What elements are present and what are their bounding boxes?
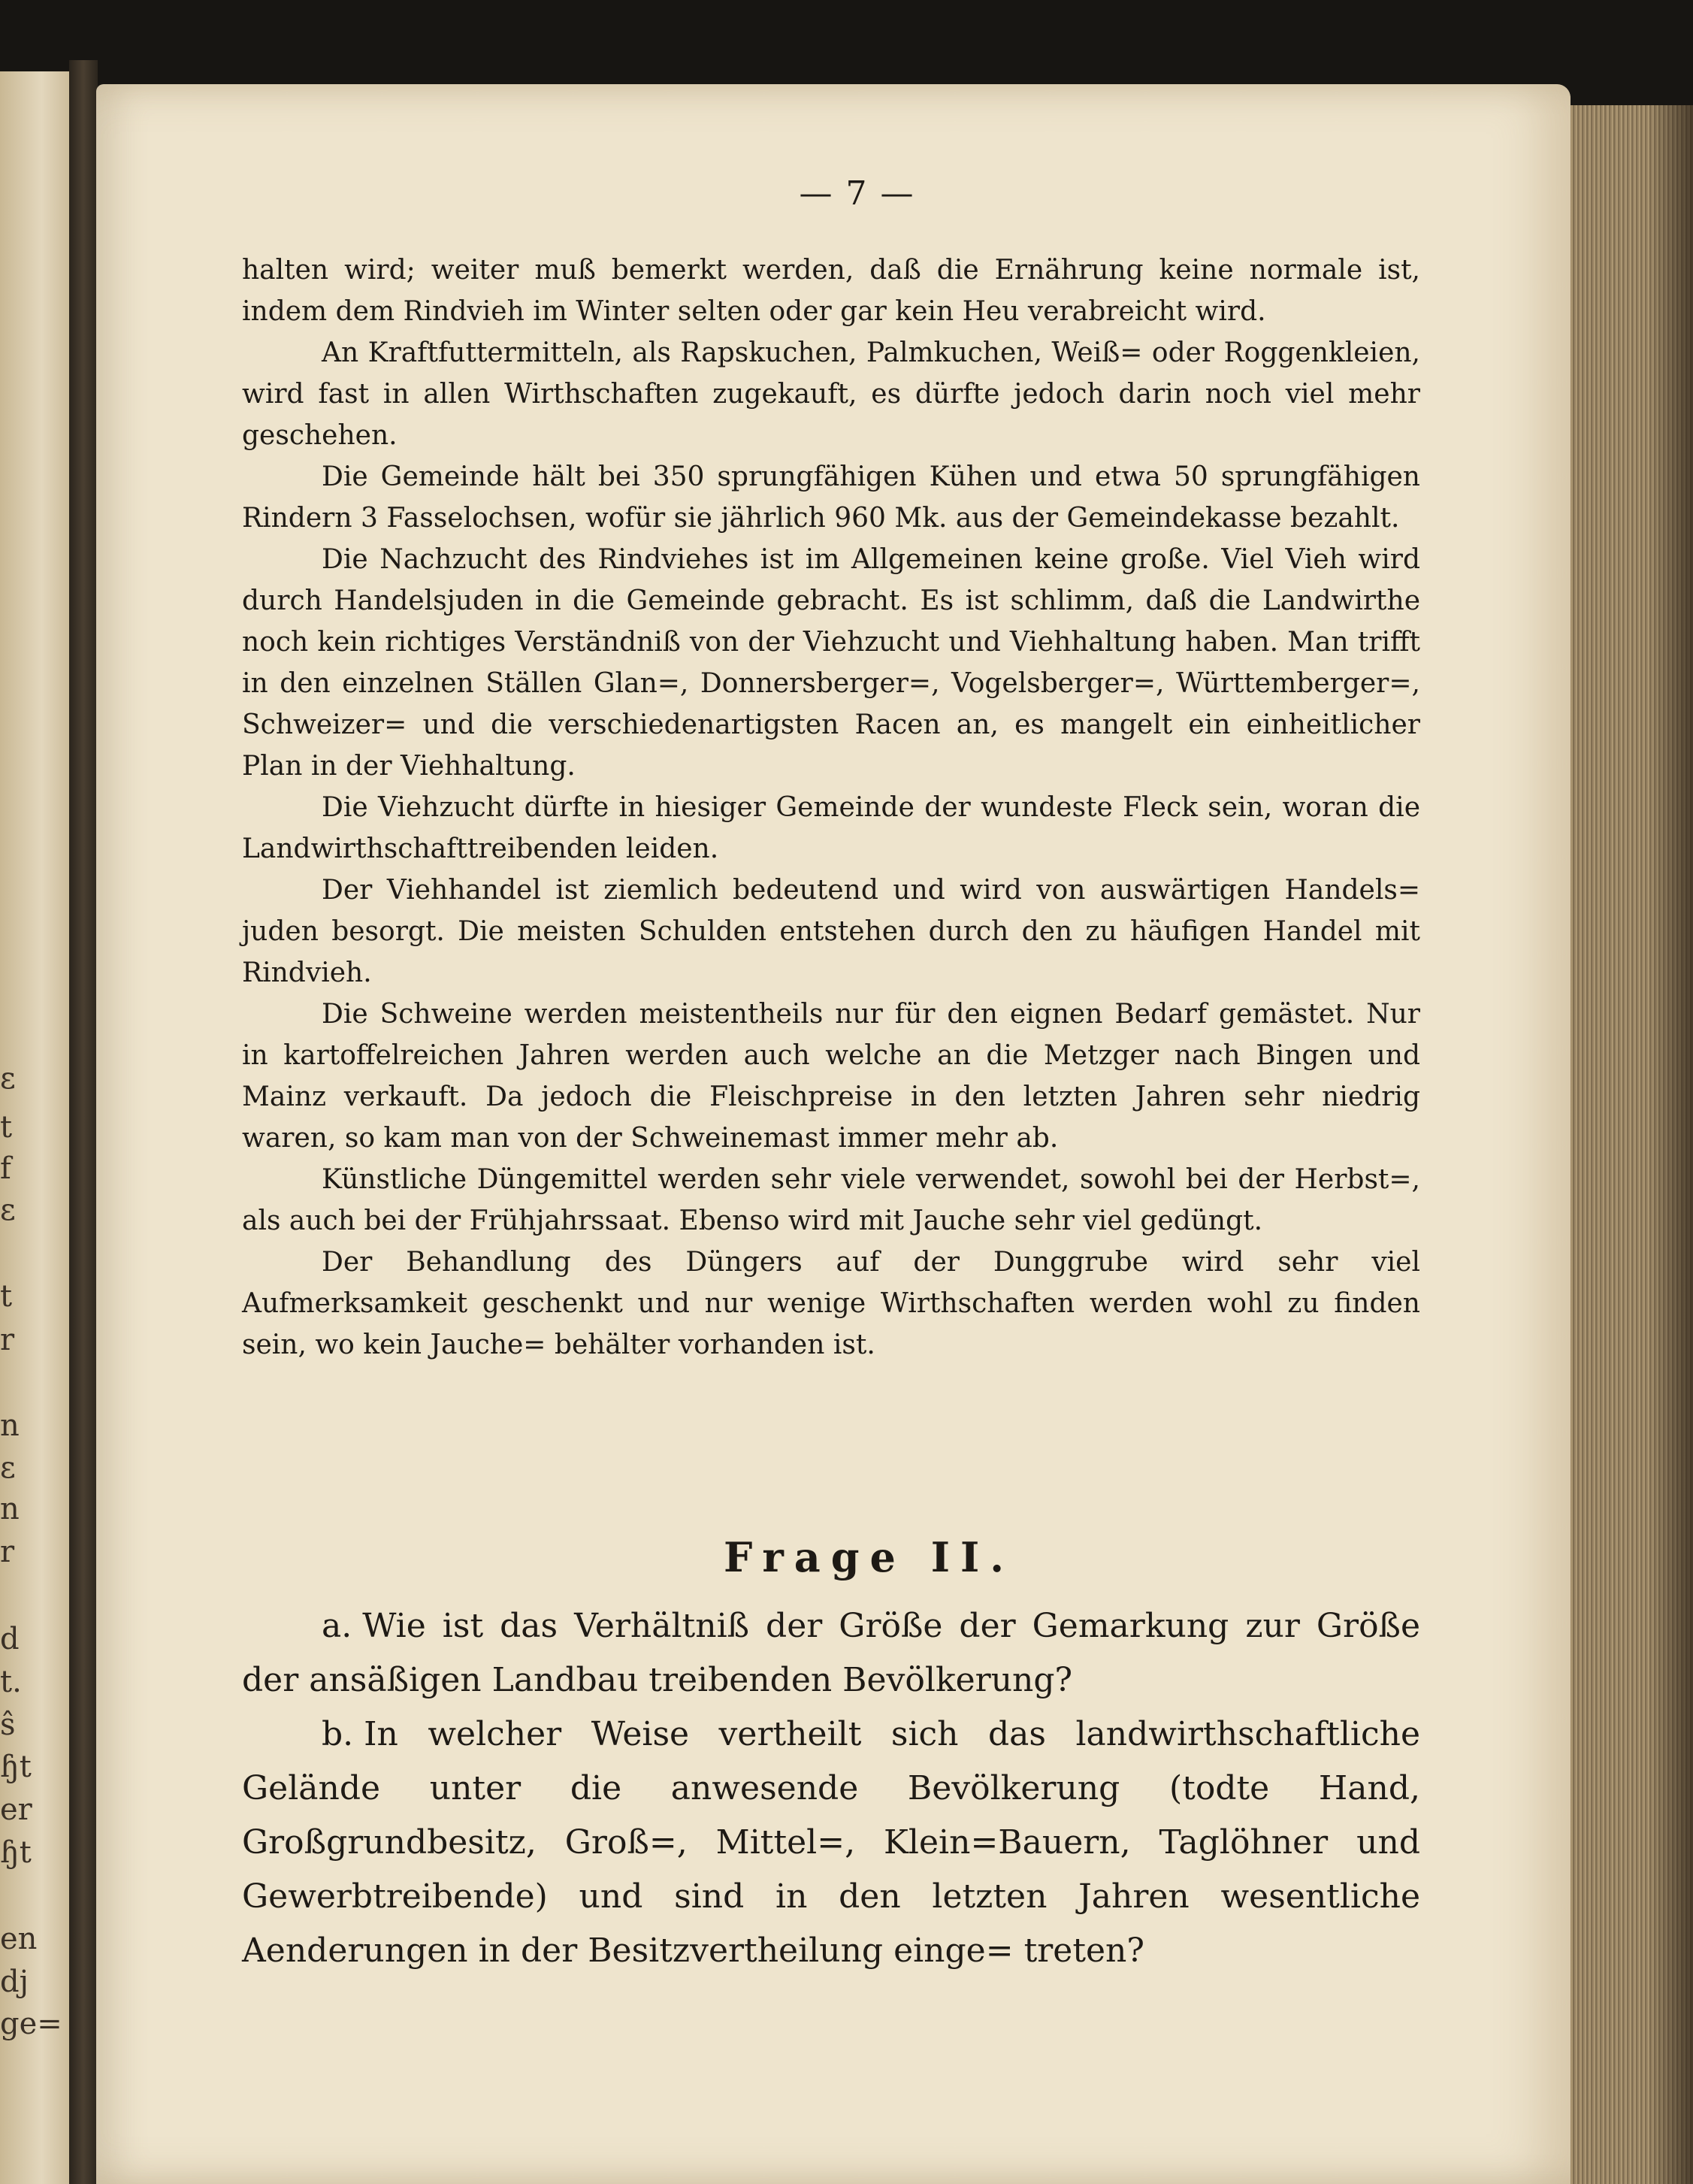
- paragraph: Die Viehzucht dürfte in hiesiger Gemeinde der wundeste Fleck sein, woran die Landwirthschafttreibenden leiden.: [242, 792, 1420, 864]
- section-heading: Frage II.: [723, 1533, 1015, 1581]
- margin-fragment: d: [0, 1622, 20, 1656]
- margin-fragment: er: [0, 1792, 32, 1827]
- paragraph: Die Schweine werden meistentheils nur für den eignen Bedarf gemästet. Nur in kartoffelreichen Jahren werden auch welche an die Metzger nach Bingen und Mainz verkauft. Da jedoch die Fleischpreise in den letzten Jahren sehr niedrig waren, so kam man von der Schweinemast immer mehr ab.: [242, 999, 1420, 1154]
- margin-fragment: r: [0, 1323, 15, 1357]
- book-gutter: [69, 60, 98, 2184]
- paragraph: Der Behandlung des Düngers auf der Dunggrube wird sehr viel Aufmerksamkeit geschenkt und nur wenige Wirthschaften werden wohl zu finden sein, wo kein Jauche= behälter vorhanden ist.: [242, 1247, 1420, 1360]
- margin-fragment: ŝ: [0, 1708, 16, 1742]
- paragraph: halten wird; weiter muß bemerkt werden, daß die Ernährung keine normale ist, indem dem Rindvieh im Winter selten oder gar kein Heu verabreicht wird.: [242, 255, 1420, 327]
- margin-fragment: n: [0, 1408, 20, 1443]
- paragraph: Die Gemeinde hält bei 350 sprungfähigen Kühen und etwa 50 sprungfähigen Rindern 3 Fasselochsen, wofür sie jährlich 960 Mk. aus der Gemeindekasse bezahlt.: [242, 461, 1420, 534]
- margin-fragment: ɧt: [0, 1750, 32, 1784]
- margin-fragment: ε: [0, 1450, 16, 1485]
- margin-fragment: ε: [0, 1061, 16, 1096]
- question-a: [242, 1599, 1420, 1708]
- margin-fragment: t: [0, 1110, 13, 1145]
- margin-fragment: n: [0, 1492, 20, 1526]
- paragraph: Der Viehhandel ist ziemlich bedeutend und wird von auswärtigen Handels= juden besorgt. Die meisten Schulden entstehen durch den zu häufigen Handel mit Rindvieh.: [242, 875, 1420, 988]
- margin-fragment: t: [0, 1279, 13, 1314]
- question-text: Wie ist das Verhältniß der Größe der Gemarkung zur Größe der ansäßigen Landbau treibenden Bevölkerung?: [242, 1607, 1420, 1699]
- questions: [242, 1599, 1420, 1978]
- page-number: — 7 —: [799, 174, 915, 213]
- margin-fragment: f: [0, 1151, 11, 1186]
- margin-fragment: r: [0, 1535, 15, 1569]
- question-b: [242, 1708, 1420, 1978]
- page-block-edges: [1561, 105, 1693, 2184]
- paragraph: An Kraftfuttermitteln, als Rapskuchen, Palmkuchen, Weiß= oder Roggenkleien, wird fast in allen Wirthschaften zugekauft, es dürfte jedoch darin noch viel mehr geschehen.: [242, 337, 1420, 451]
- margin-fragment: dj: [0, 1965, 29, 1999]
- paragraph: Die Nachzucht des Rindviehes ist im Allgemeinen keine große. Viel Vieh wird durch Handelsjuden in die Gemeinde gebracht. Es ist schlimm, daß die Landwirthe noch kein richtiges Verständniß von der Viehzucht und Viehhaltung haben. Man trifft in den einzelnen Ställen Glan=, Donnersberger=, Vogelsberger=, Württemberger=, Schweizer= und die verschiedenartigsten Racen an, es mangelt ein einheitlicher Plan in der Viehhaltung.: [242, 544, 1420, 782]
- margin-fragment: en: [0, 1922, 38, 1956]
- previous-page-edge: [0, 71, 69, 2184]
- margin-fragment: ge=: [0, 2007, 62, 2041]
- margin-fragment: ε: [0, 1193, 16, 1227]
- margin-fragment: ɧt: [0, 1835, 32, 1870]
- paragraph: Künstliche Düngemittel werden sehr viele verwendet, sowohl bei der Herbst=, als auch bei der Frühjahrssaat. Ebenso wird mit Jauche sehr viel gedüngt.: [242, 1164, 1420, 1236]
- margin-fragment: t.: [0, 1665, 22, 1699]
- question-label: a.: [322, 1607, 352, 1645]
- question-text: In welcher Weise vertheilt sich das landwirthschaftliche Gelände unter die anwesende Bevölkerung (todte Hand, Großgrundbesitz, Groß=, Mittel=, Klein=Bauern, Taglöhner und Gewerbtreibende) und sind in den letzten Jahren wesentliche Aenderungen in der Besitzvertheilung einge= treten?: [242, 1715, 1420, 1970]
- question-label: b.: [322, 1715, 354, 1753]
- body-text: [242, 250, 1420, 1366]
